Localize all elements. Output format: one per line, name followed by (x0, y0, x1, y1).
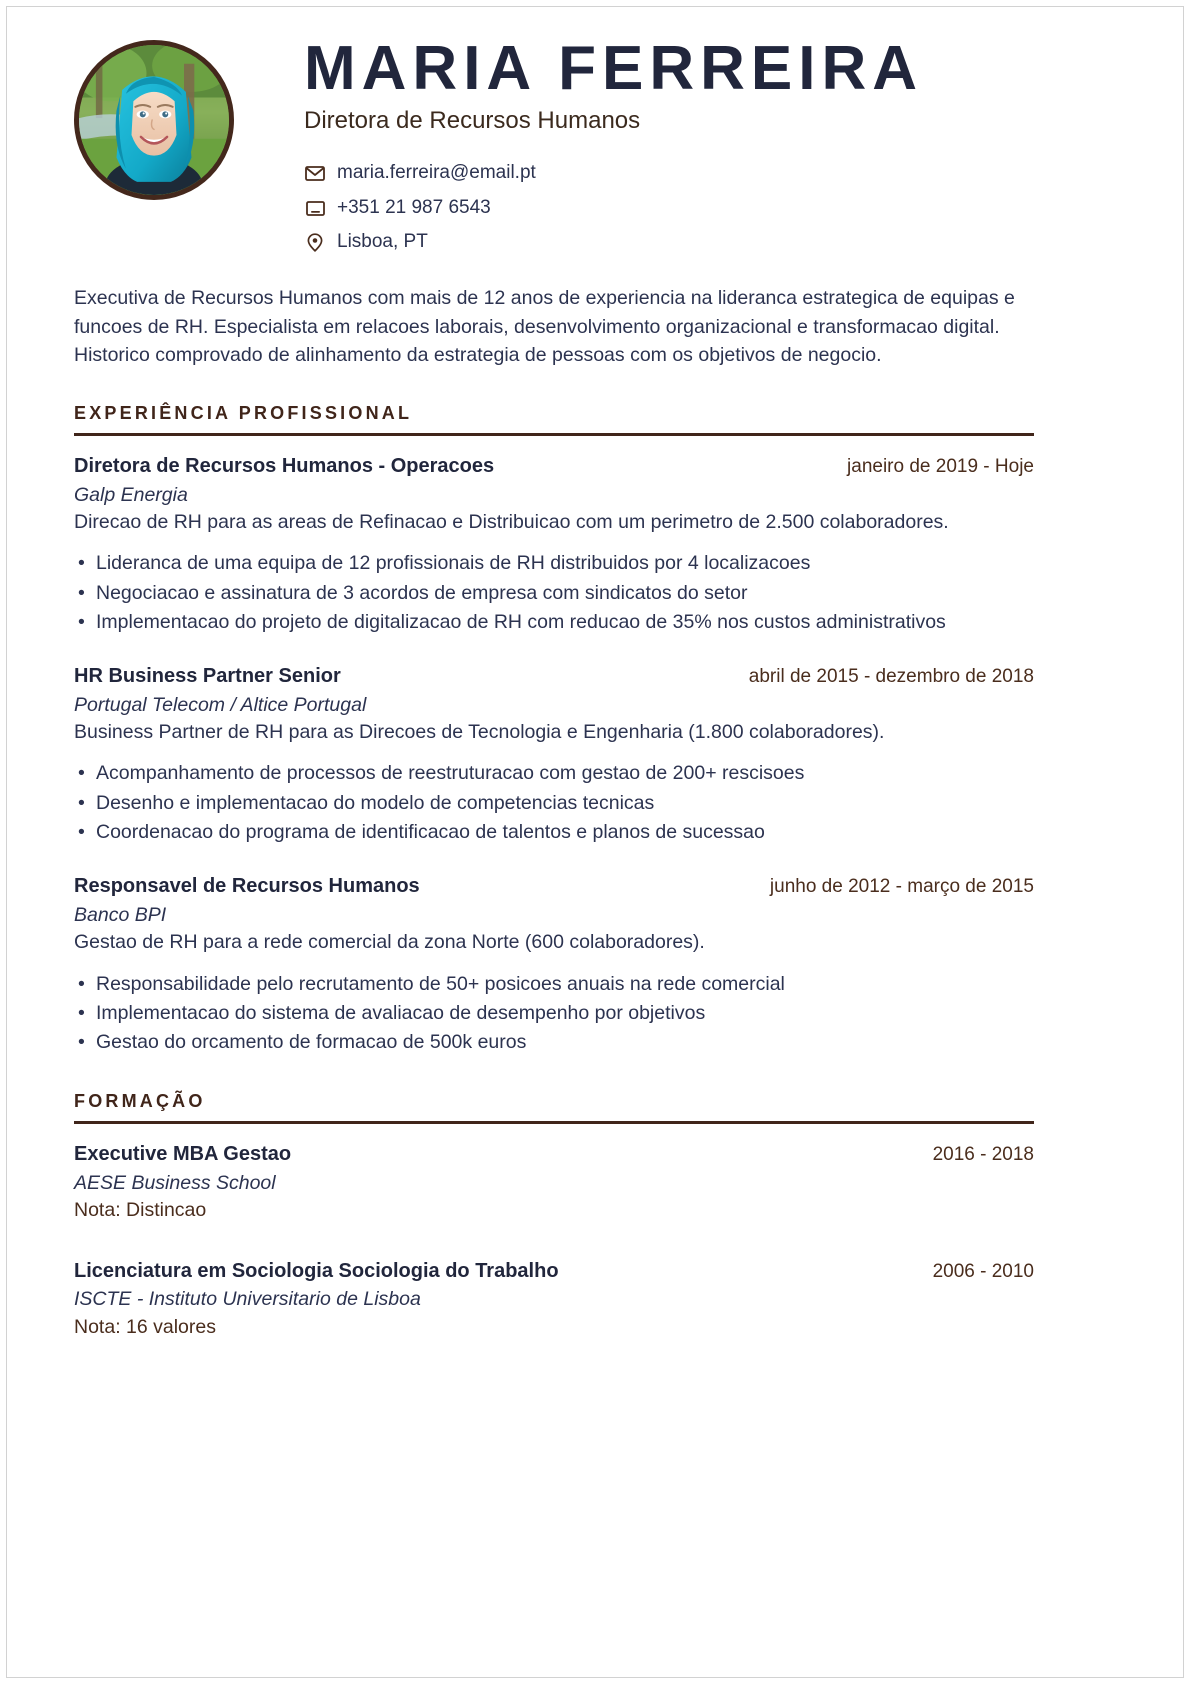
experience-description: Business Partner de RH para as Direcoes de Tecnologia e Engenharia (1.800 colaboradores). (74, 721, 885, 744)
experience-description: Direcao de RH para as areas de Refinacao e Distribuicao com um perimetro de 2.500 colaboradores. (74, 511, 949, 534)
contact-email (304, 162, 1034, 185)
experience-bullet-list (74, 970, 1034, 1058)
list-item: • Acompanhamento de processos de reestruturacao com gestao de 200+ rescisoes (74, 759, 1034, 788)
list-item: • Implementacao do sistema de avaliacao de desempenho por objetivos (74, 999, 1034, 1028)
education-entry-header (74, 1141, 1034, 1168)
section-title-education: FORMAÇÃO (74, 1091, 206, 1112)
page-title: MARIA FERREIRA (304, 34, 924, 103)
education-date: 2006 - 2010 (932, 1260, 1034, 1282)
section-experience (74, 403, 1034, 1057)
experience-bullet-list (74, 759, 1034, 847)
profile-photo-image (79, 45, 229, 195)
education-school: AESE Business School (74, 1171, 276, 1194)
job-title: Diretora de Recursos Humanos (304, 107, 641, 135)
education-degree: Licenciatura em Sociologia Sociologia do Trabalho (74, 1259, 559, 1282)
experience-date: abril de 2015 - dezembro de 2018 (748, 666, 1034, 688)
experience-company: Galp Energia (74, 483, 188, 506)
education-grade: Nota: Distincao (74, 1199, 207, 1222)
list-item: • Desenho e implementacao do modelo de competencias tecnicas (74, 789, 1034, 818)
contact-location (304, 231, 1034, 254)
resume-content (74, 30, 1034, 1340)
phone-icon (304, 199, 326, 217)
contact-phone (304, 197, 1034, 220)
section-education (74, 1091, 1034, 1340)
contact-email-value: maria.ferreira@email.pt (337, 161, 536, 183)
education-entry (74, 1141, 1034, 1223)
experience-role: Diretora de Recursos Humanos - Operacoes (74, 455, 495, 478)
list-item: • Responsabilidade pelo recrutamento de 50+ posicoes anuais na rede comercial (74, 970, 1034, 999)
education-grade: Nota: 16 valores (74, 1315, 216, 1338)
experience-entry-header (74, 663, 1034, 690)
experience-role: Responsavel de Recursos Humanos (74, 875, 420, 898)
section-divider (74, 433, 1034, 436)
section-divider (74, 1121, 1034, 1124)
experience-entry (74, 453, 1034, 637)
profile-photo (74, 40, 234, 200)
list-item: • Negociacao e assinatura de 3 acordos de empresa com sindicatos do setor (74, 579, 1034, 608)
experience-company: Banco BPI (74, 903, 167, 926)
profile-photo-container (74, 30, 246, 200)
education-degree: Executive MBA Gestao (74, 1143, 292, 1166)
education-entry-header (74, 1258, 1034, 1285)
experience-date: janeiro de 2019 - Hoje (847, 456, 1034, 478)
list-item: • Gestao do orcamento de formacao de 500k euros (74, 1028, 1034, 1057)
professional-summary: Executiva de Recursos Humanos com mais de 12 anos de experiencia na lideranca estrategica de equipas e funcoes de RH. Especialista em relacoes laborais, desenvolvimento organizacional e transformacao digital. Historico comprovado de alinhamento da estrategia de pessoas com os objetivos de negocio. (74, 287, 1015, 366)
experience-entry-header (74, 453, 1034, 480)
contact-phone-value: +351 21 987 6543 (337, 196, 491, 218)
header-text-block (246, 30, 1034, 266)
section-title-experience: EXPERIÊNCIA PROFISSIONAL (74, 403, 413, 424)
list-item: • Lideranca de uma equipa de 12 profissionais de RH distribuidos por 4 localizacoes (74, 549, 1034, 578)
experience-entry (74, 663, 1034, 847)
experience-date: junho de 2012 - março de 2015 (769, 876, 1034, 898)
list-item: • Coordenacao do programa de identificacao de talentos e planos de sucessao (74, 818, 1034, 847)
experience-entry (74, 873, 1034, 1057)
location-pin-icon (304, 234, 326, 252)
list-item: • Implementacao do projeto de digitalizacao de RH com reducao de 35% nos custos administrativos (74, 608, 1034, 637)
contact-location-value: Lisboa, PT (337, 231, 428, 253)
experience-company: Portugal Telecom / Altice Portugal (74, 693, 367, 716)
education-school: ISCTE - Instituto Universitario de Lisboa (74, 1288, 421, 1311)
experience-bullet-list (74, 549, 1034, 637)
envelope-icon (304, 164, 326, 182)
resume-header (74, 30, 1034, 266)
experience-description: Gestao de RH para a rede comercial da zona Norte (600 colaboradores). (74, 931, 705, 954)
education-entry (74, 1258, 1034, 1340)
experience-entry-header (74, 873, 1034, 900)
experience-role: HR Business Partner Senior (74, 665, 341, 688)
education-date: 2016 - 2018 (932, 1144, 1034, 1166)
